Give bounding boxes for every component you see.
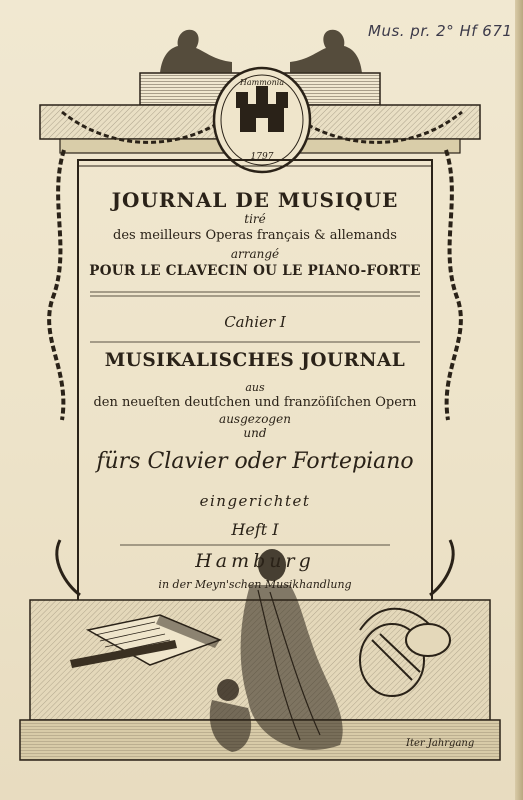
issue-french: Cahier I xyxy=(224,313,286,331)
instrument-german: fürs Clavier oder Fortepiano xyxy=(96,449,414,474)
instrument-french: POUR LE CLAVECIN OU LE PIANO-FORTE xyxy=(89,263,421,279)
subtitle-ausgezogen: ausgezogen xyxy=(219,412,291,426)
volume-year: Iter Jahrgang xyxy=(406,738,475,749)
seal-label: Hammonia xyxy=(239,78,285,87)
castle-emblem xyxy=(236,86,288,132)
subtitle-arrange: arrangé xyxy=(230,247,280,261)
right-sphinx xyxy=(290,30,362,73)
subtitle-und: und xyxy=(243,426,267,440)
left-sphinx xyxy=(160,30,232,73)
title-french: JOURNAL DE MUSIQUE xyxy=(111,188,399,212)
seal-year: 1797 xyxy=(250,152,274,162)
publisher-name: in der Meyn'schen Musikhandlung xyxy=(158,578,352,591)
publisher-city: Hamburg xyxy=(195,550,315,572)
title-german: MUSIKALISCHES JOURNAL xyxy=(104,350,406,371)
left-side-garland xyxy=(49,150,64,420)
subtitle-eingerichtet: eingerichtet xyxy=(199,492,311,510)
right-side-garland xyxy=(446,150,461,420)
subtitle-tire: tiré xyxy=(244,212,266,226)
subtitle-neuesten: den neueſten deutſchen und franzöſiſchen Opern xyxy=(93,395,417,410)
issue-german: Heft I xyxy=(231,520,279,539)
subtitle-aus: aus xyxy=(245,381,265,394)
subtitle-meilleurs: des meilleurs Operas français & allemands xyxy=(113,228,397,243)
library-shelfmark: Mus. pr. 2° Hf 671 xyxy=(368,22,513,40)
